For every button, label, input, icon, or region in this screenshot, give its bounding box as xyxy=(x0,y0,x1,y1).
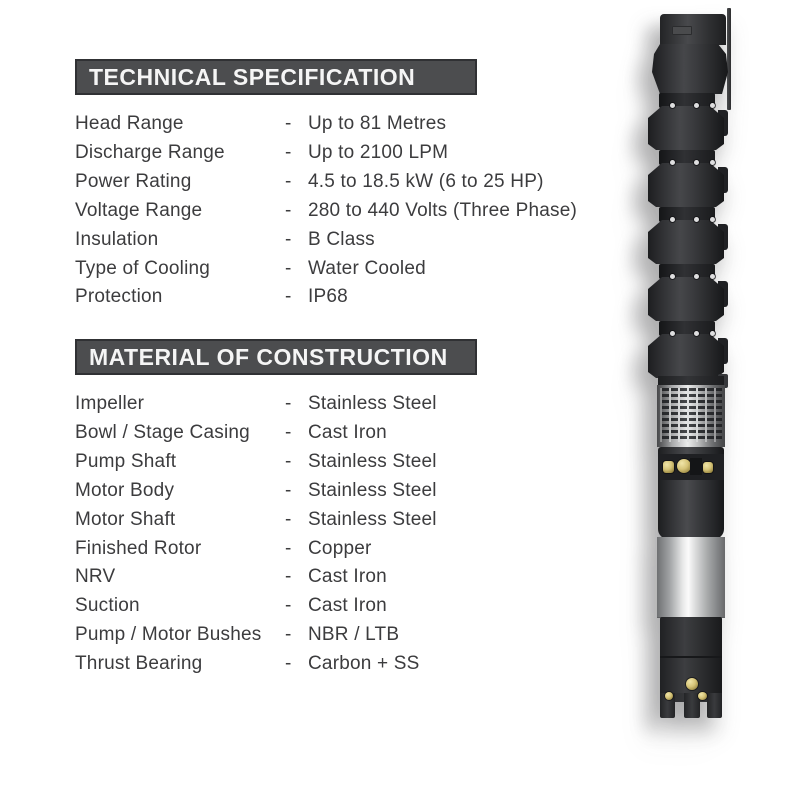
spec-sep: - xyxy=(285,228,292,250)
spec-label: Motor Body xyxy=(75,479,175,501)
bolt-icon xyxy=(694,103,699,108)
bolt-icon xyxy=(670,103,675,108)
cap-groove xyxy=(660,656,722,658)
spec-label: Motor Shaft xyxy=(75,508,176,530)
spec-sep: - xyxy=(285,393,292,415)
pump-stage xyxy=(600,150,740,207)
spec-value: 280 to 440 Volts (Three Phase) xyxy=(308,199,577,221)
spec-label: Impeller xyxy=(75,393,145,415)
stage-collar xyxy=(659,150,715,165)
spec-sep: - xyxy=(285,113,292,135)
spec-label: Insulation xyxy=(75,228,159,250)
bolt-icon xyxy=(670,274,675,279)
pump-stage xyxy=(600,207,740,264)
pump-stage xyxy=(600,93,740,150)
spec-row xyxy=(75,477,595,506)
spec-sep: - xyxy=(285,624,292,646)
brass-bolt-icon xyxy=(665,692,673,700)
spec-sep: - xyxy=(285,171,292,193)
spec-sep: - xyxy=(285,286,292,308)
spec-row xyxy=(75,110,595,139)
stage-collar xyxy=(659,321,715,336)
bolt-icon xyxy=(694,160,699,165)
stage-collar xyxy=(659,207,715,222)
bolt-icon xyxy=(670,217,675,222)
technical-specification-header: TECHNICAL SPECIFICATION xyxy=(75,59,477,95)
pump-stage-stack xyxy=(600,93,740,378)
bolt-icon xyxy=(694,217,699,222)
pump-outlet-bowl xyxy=(652,44,728,94)
spec-row xyxy=(75,225,595,254)
motor-head xyxy=(658,447,724,539)
spec-value: Stainless Steel xyxy=(308,393,437,415)
bolt-icon xyxy=(670,331,675,336)
spec-value: Water Cooled xyxy=(308,257,426,279)
spec-label: NRV xyxy=(75,566,116,588)
stage-bowl xyxy=(648,220,724,264)
spec-row xyxy=(75,254,595,283)
spec-sep: - xyxy=(285,595,292,617)
brass-terminal-icon xyxy=(663,461,674,473)
brass-bolt-icon xyxy=(698,692,707,700)
terminal-block xyxy=(690,458,702,475)
spec-sep: - xyxy=(285,653,292,675)
spec-value: Cast Iron xyxy=(308,422,387,444)
spec-value: Carbon + SS xyxy=(308,653,420,675)
spec-value: Cast Iron xyxy=(308,566,387,588)
spec-value: Up to 2100 LPM xyxy=(308,142,449,164)
spec-row xyxy=(75,650,595,679)
spec-row xyxy=(75,505,595,534)
spec-sep: - xyxy=(285,566,292,588)
spec-row xyxy=(75,390,595,419)
bolt-icon xyxy=(694,274,699,279)
spec-row xyxy=(75,197,595,226)
spec-value: IP68 xyxy=(308,286,348,308)
spec-label: Bowl / Stage Casing xyxy=(75,422,250,444)
stage-bowl xyxy=(648,106,724,150)
spec-row xyxy=(75,283,595,312)
spec-value: Stainless Steel xyxy=(308,451,437,473)
material-of-construction-header: MATERIAL OF CONSTRUCTION xyxy=(75,339,477,375)
spec-sep: - xyxy=(285,479,292,501)
bolt-icon xyxy=(710,103,715,108)
spec-value: Up to 81 Metres xyxy=(308,113,447,135)
technical-specification-rows xyxy=(75,110,595,312)
spec-sep: - xyxy=(285,508,292,530)
spec-sep: - xyxy=(285,199,292,221)
spec-value: NBR / LTB xyxy=(308,624,400,646)
spec-row xyxy=(75,592,595,621)
spec-row xyxy=(75,419,595,448)
spec-label: Discharge Range xyxy=(75,142,225,164)
spec-label: Suction xyxy=(75,595,140,617)
spec-sep: - xyxy=(285,422,292,444)
brand-plate xyxy=(672,26,692,35)
spec-row xyxy=(75,139,595,168)
cable-terminal-band xyxy=(658,454,724,480)
spec-value: Stainless Steel xyxy=(308,508,437,530)
material-of-construction-rows xyxy=(75,390,595,678)
bolt-icon xyxy=(670,160,675,165)
stage-collar xyxy=(659,93,715,108)
brass-terminal-icon xyxy=(703,462,713,473)
spec-sep: - xyxy=(285,257,292,279)
bolt-icon xyxy=(694,331,699,336)
spec-sep: - xyxy=(285,537,292,559)
spec-value: Stainless Steel xyxy=(308,479,437,501)
pump-stage xyxy=(600,264,740,321)
spec-label: Power Rating xyxy=(75,171,192,193)
spec-label: Pump / Motor Bushes xyxy=(75,624,262,646)
pump-feet xyxy=(660,693,722,719)
strainer-slots xyxy=(660,388,722,442)
spec-label: Thrust Bearing xyxy=(75,653,203,675)
spec-label: Finished Rotor xyxy=(75,537,202,559)
brass-terminal-icon xyxy=(677,459,691,473)
bolt-icon xyxy=(710,274,715,279)
spec-value: B Class xyxy=(308,228,375,250)
spec-label: Pump Shaft xyxy=(75,451,177,473)
spec-label: Protection xyxy=(75,286,163,308)
spec-row xyxy=(75,563,595,592)
spec-value: 4.5 to 18.5 kW (6 to 25 HP) xyxy=(308,171,544,193)
stage-bowl xyxy=(648,334,724,378)
spec-sep: - xyxy=(285,142,292,164)
suction-strainer xyxy=(657,385,725,447)
motor-body-steel xyxy=(657,537,725,618)
stage-bowl xyxy=(648,277,724,321)
stage-bowl xyxy=(648,163,724,207)
spec-label: Voltage Range xyxy=(75,199,203,221)
submersible-pump-image xyxy=(600,0,740,780)
spec-row xyxy=(75,621,595,650)
spec-value: Cast Iron xyxy=(308,595,387,617)
bolt-icon xyxy=(710,217,715,222)
spec-row xyxy=(75,448,595,477)
foot-tab xyxy=(707,693,722,718)
spec-label: Head Range xyxy=(75,113,184,135)
pump-stage xyxy=(600,321,740,378)
spec-row xyxy=(75,534,595,563)
spec-sep: - xyxy=(285,451,292,473)
spec-value: Copper xyxy=(308,537,372,559)
bolt-icon xyxy=(710,331,715,336)
spec-row xyxy=(75,168,595,197)
spec-label: Type of Cooling xyxy=(75,257,211,279)
bolt-icon xyxy=(710,160,715,165)
stage-collar xyxy=(659,264,715,279)
brass-plug-icon xyxy=(686,678,698,690)
pump-bottom-cap xyxy=(660,617,722,695)
pump-top-cap xyxy=(660,14,726,45)
